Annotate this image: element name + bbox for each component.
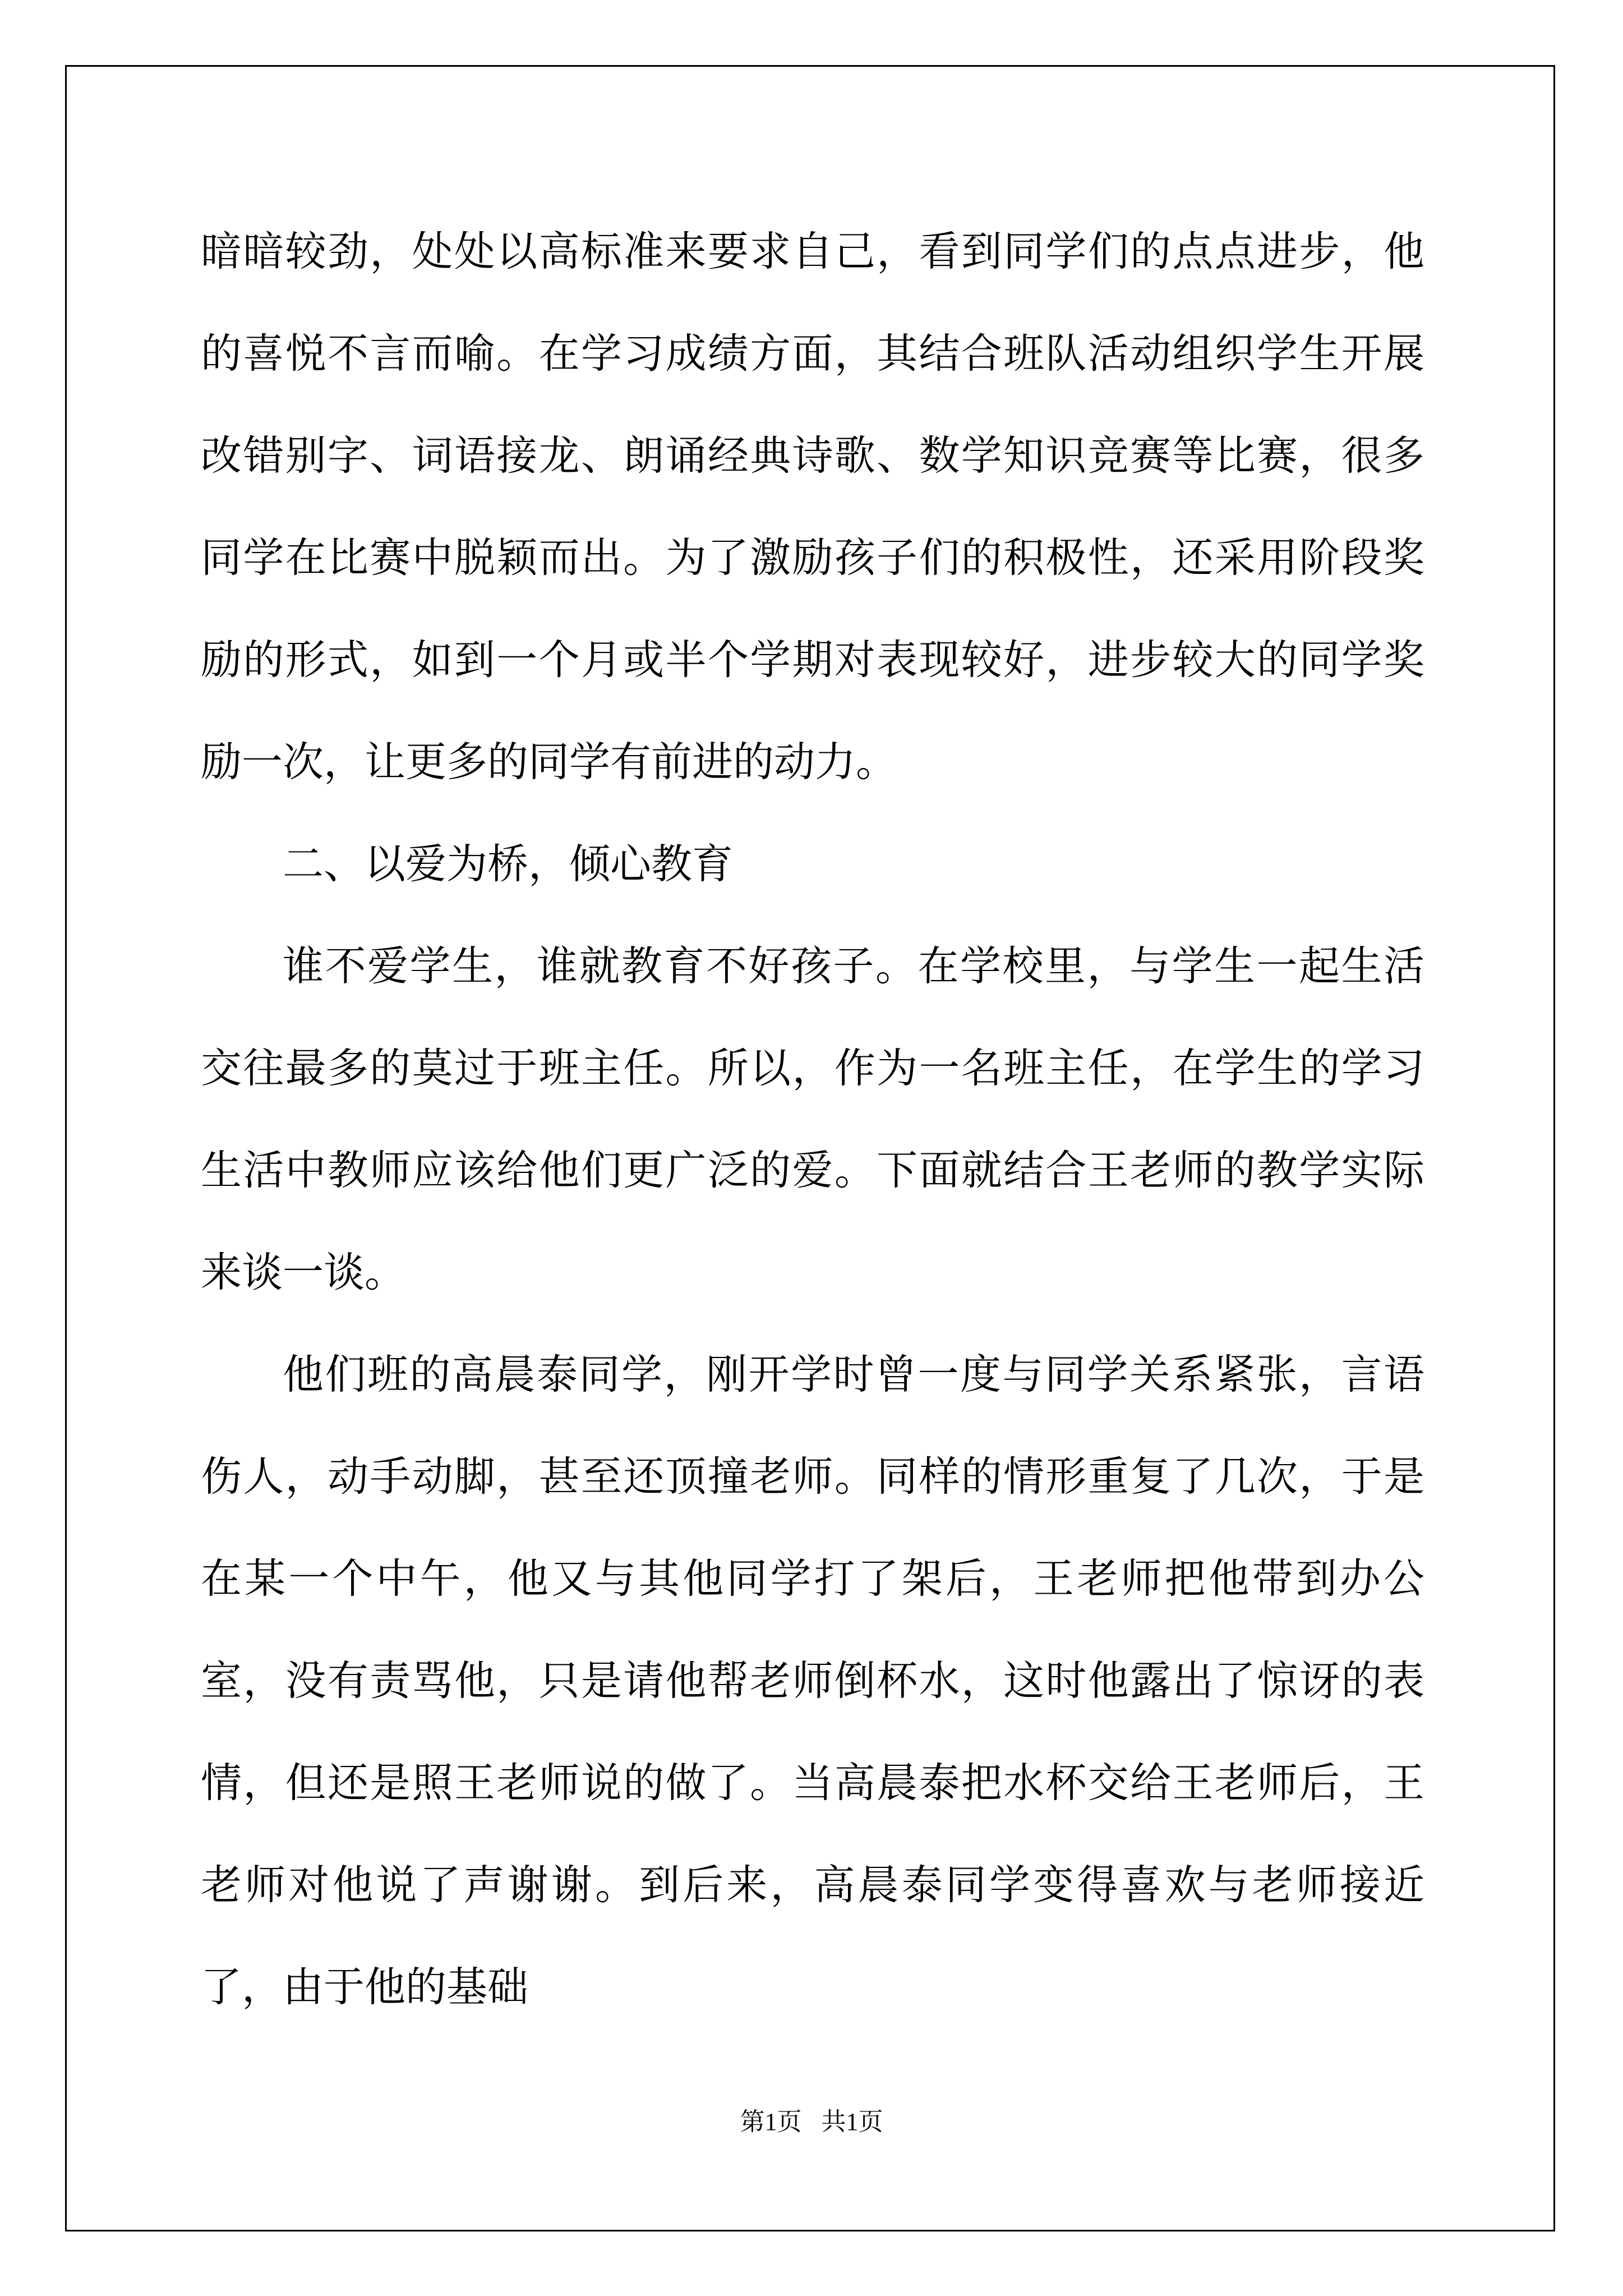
page-footer bbox=[0, 2101, 1623, 2137]
paragraph-3: 他们班的高晨泰同学，刚开学时曾一度与同学关系紧张，言语伤人，动手动脚，甚至还顶撞老师。同样的情形重复了几次，于是在某一个中午，他又与其他同学打了架后，王老师把他带到办公室，没有责骂他，只是请他帮老师倒杯水，这时他露出了惊讶的表情，但还是照王老师说的做了。当高晨泰把水杯交给王老师后，王老师对他说了声谢谢。到后来，高晨泰同学变得喜欢与老师接近了，由于他的基础 bbox=[201, 1351, 1424, 2011]
paragraph-2: 谁不爱学生，谁就教育不好孩子。在学校里，与学生一起生活交往最多的莫过于班主任。所以，作为一名班主任，在学生的学习生活中教师应该给他们更广泛的爱。下面就结合王老师的教学实际来谈一谈。 bbox=[201, 942, 1424, 1296]
page-number: 第1页 bbox=[740, 2108, 802, 2136]
section-heading: 二、以爱为桥，倾心教育 bbox=[283, 840, 733, 888]
document-body bbox=[201, 201, 1424, 2039]
page-count: 共1页 bbox=[821, 2108, 883, 2136]
paragraph-1: 暗暗较劲，处处以高标准来要求自己，看到同学们的点点进步，他的喜悦不言而喻。在学习成绩方面，其结合班队活动组织学生开展改错别字、词语接龙、朗诵经典诗歌、数学知识竞赛等比赛，很多同学在比赛中脱颖而出。为了激励孩子们的积极性，还采用阶段奖励的形式，如到一个月或半个学期对表现较好，进步较大的同学奖励一次，让更多的同学有前进的动力。 bbox=[201, 228, 1424, 786]
